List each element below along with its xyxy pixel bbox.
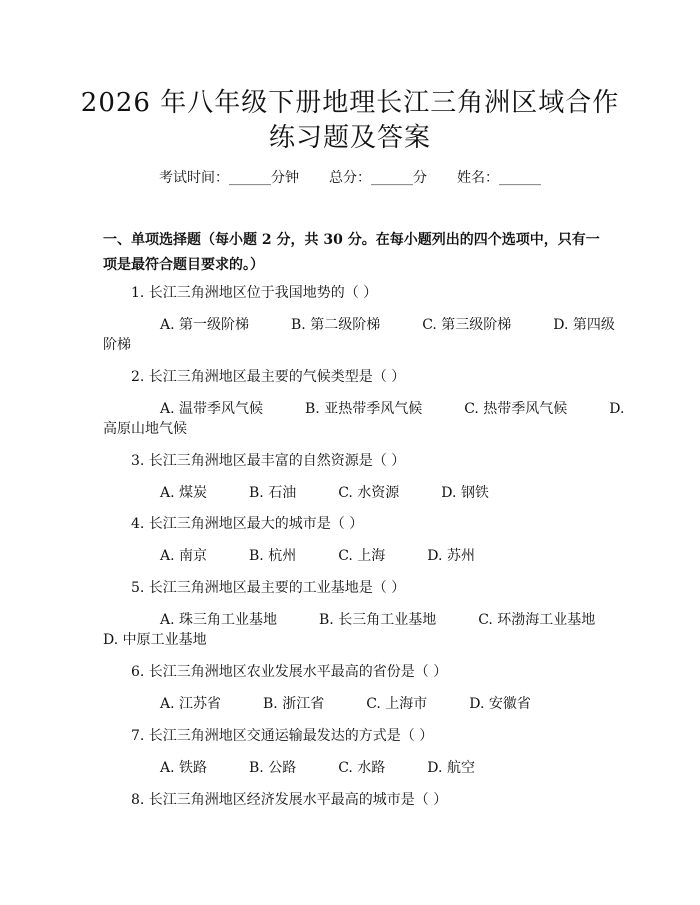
question-7-options: A. 铁路 B. 公路 C. 水路 D. 航空 (160, 760, 475, 776)
question-4-options: A. 南京 B. 杭州 C. 上海 D. 苏州 (160, 548, 475, 564)
document-title-line-1: 2026 年八年级下册地理长江三角洲区域合作 (80, 88, 620, 118)
question-3: 3. 长江三角洲地区最丰富的自然资源是（ ） (131, 453, 406, 469)
question-1: 1. 长江三角洲地区位于我国地势的（ ） (131, 285, 378, 301)
question-7: 7. 长江三角洲地区交通运输最发达的方式是（ ） (131, 728, 434, 744)
question-2: 2. 长江三角洲地区最主要的气候类型是（ ） (131, 369, 406, 385)
question-1-options-continued: 阶梯 (103, 337, 131, 353)
question-1-options: A. 第一级阶梯 B. 第二级阶梯 C. 第三级阶梯 D. 第四级 (160, 317, 615, 333)
question-6: 6. 长江三角洲地区农业发展水平最高的省份是（ ） (131, 664, 448, 680)
question-8: 8. 长江三角洲地区经济发展水平最高的城市是（ ） (131, 792, 448, 808)
exam-meta-line (0, 167, 700, 187)
question-6-options: A. 江苏省 B. 浙江省 C. 上海市 D. 安徽省 (160, 696, 531, 712)
question-5-options-continued: D. 中原工业基地 (103, 632, 207, 648)
student-name-field: 姓名：______ (457, 170, 541, 186)
question-2-options: A. 温带季风气候 B. 亚热带季风气候 C. 热带季风气候 D. (160, 401, 625, 417)
document-title-line-2: 练习题及答案 (268, 123, 431, 153)
question-3-options: A. 煤炭 B. 石油 C. 水资源 D. 钢铁 (160, 485, 489, 501)
total-score-field: 总分：______分 (329, 170, 427, 186)
exam-time-field: 考试时间：______分钟 (159, 170, 299, 186)
question-5: 5. 长江三角洲地区最主要的工业基地是（ ） (131, 580, 406, 596)
question-2-options-continued: 高原山地气候 (103, 421, 187, 437)
section-heading-single-choice: 一、单项选择题（每小题 2 分，共 30 分。在每小题列出的四个选项中，只有一项是最符合题目要求的。） (103, 232, 600, 273)
question-4: 4. 长江三角洲地区最大的城市是（ ） (131, 516, 364, 532)
question-5-options: A. 珠三角工业基地 B. 长三角工业基地 C. 环渤海工业基地 (160, 612, 596, 628)
